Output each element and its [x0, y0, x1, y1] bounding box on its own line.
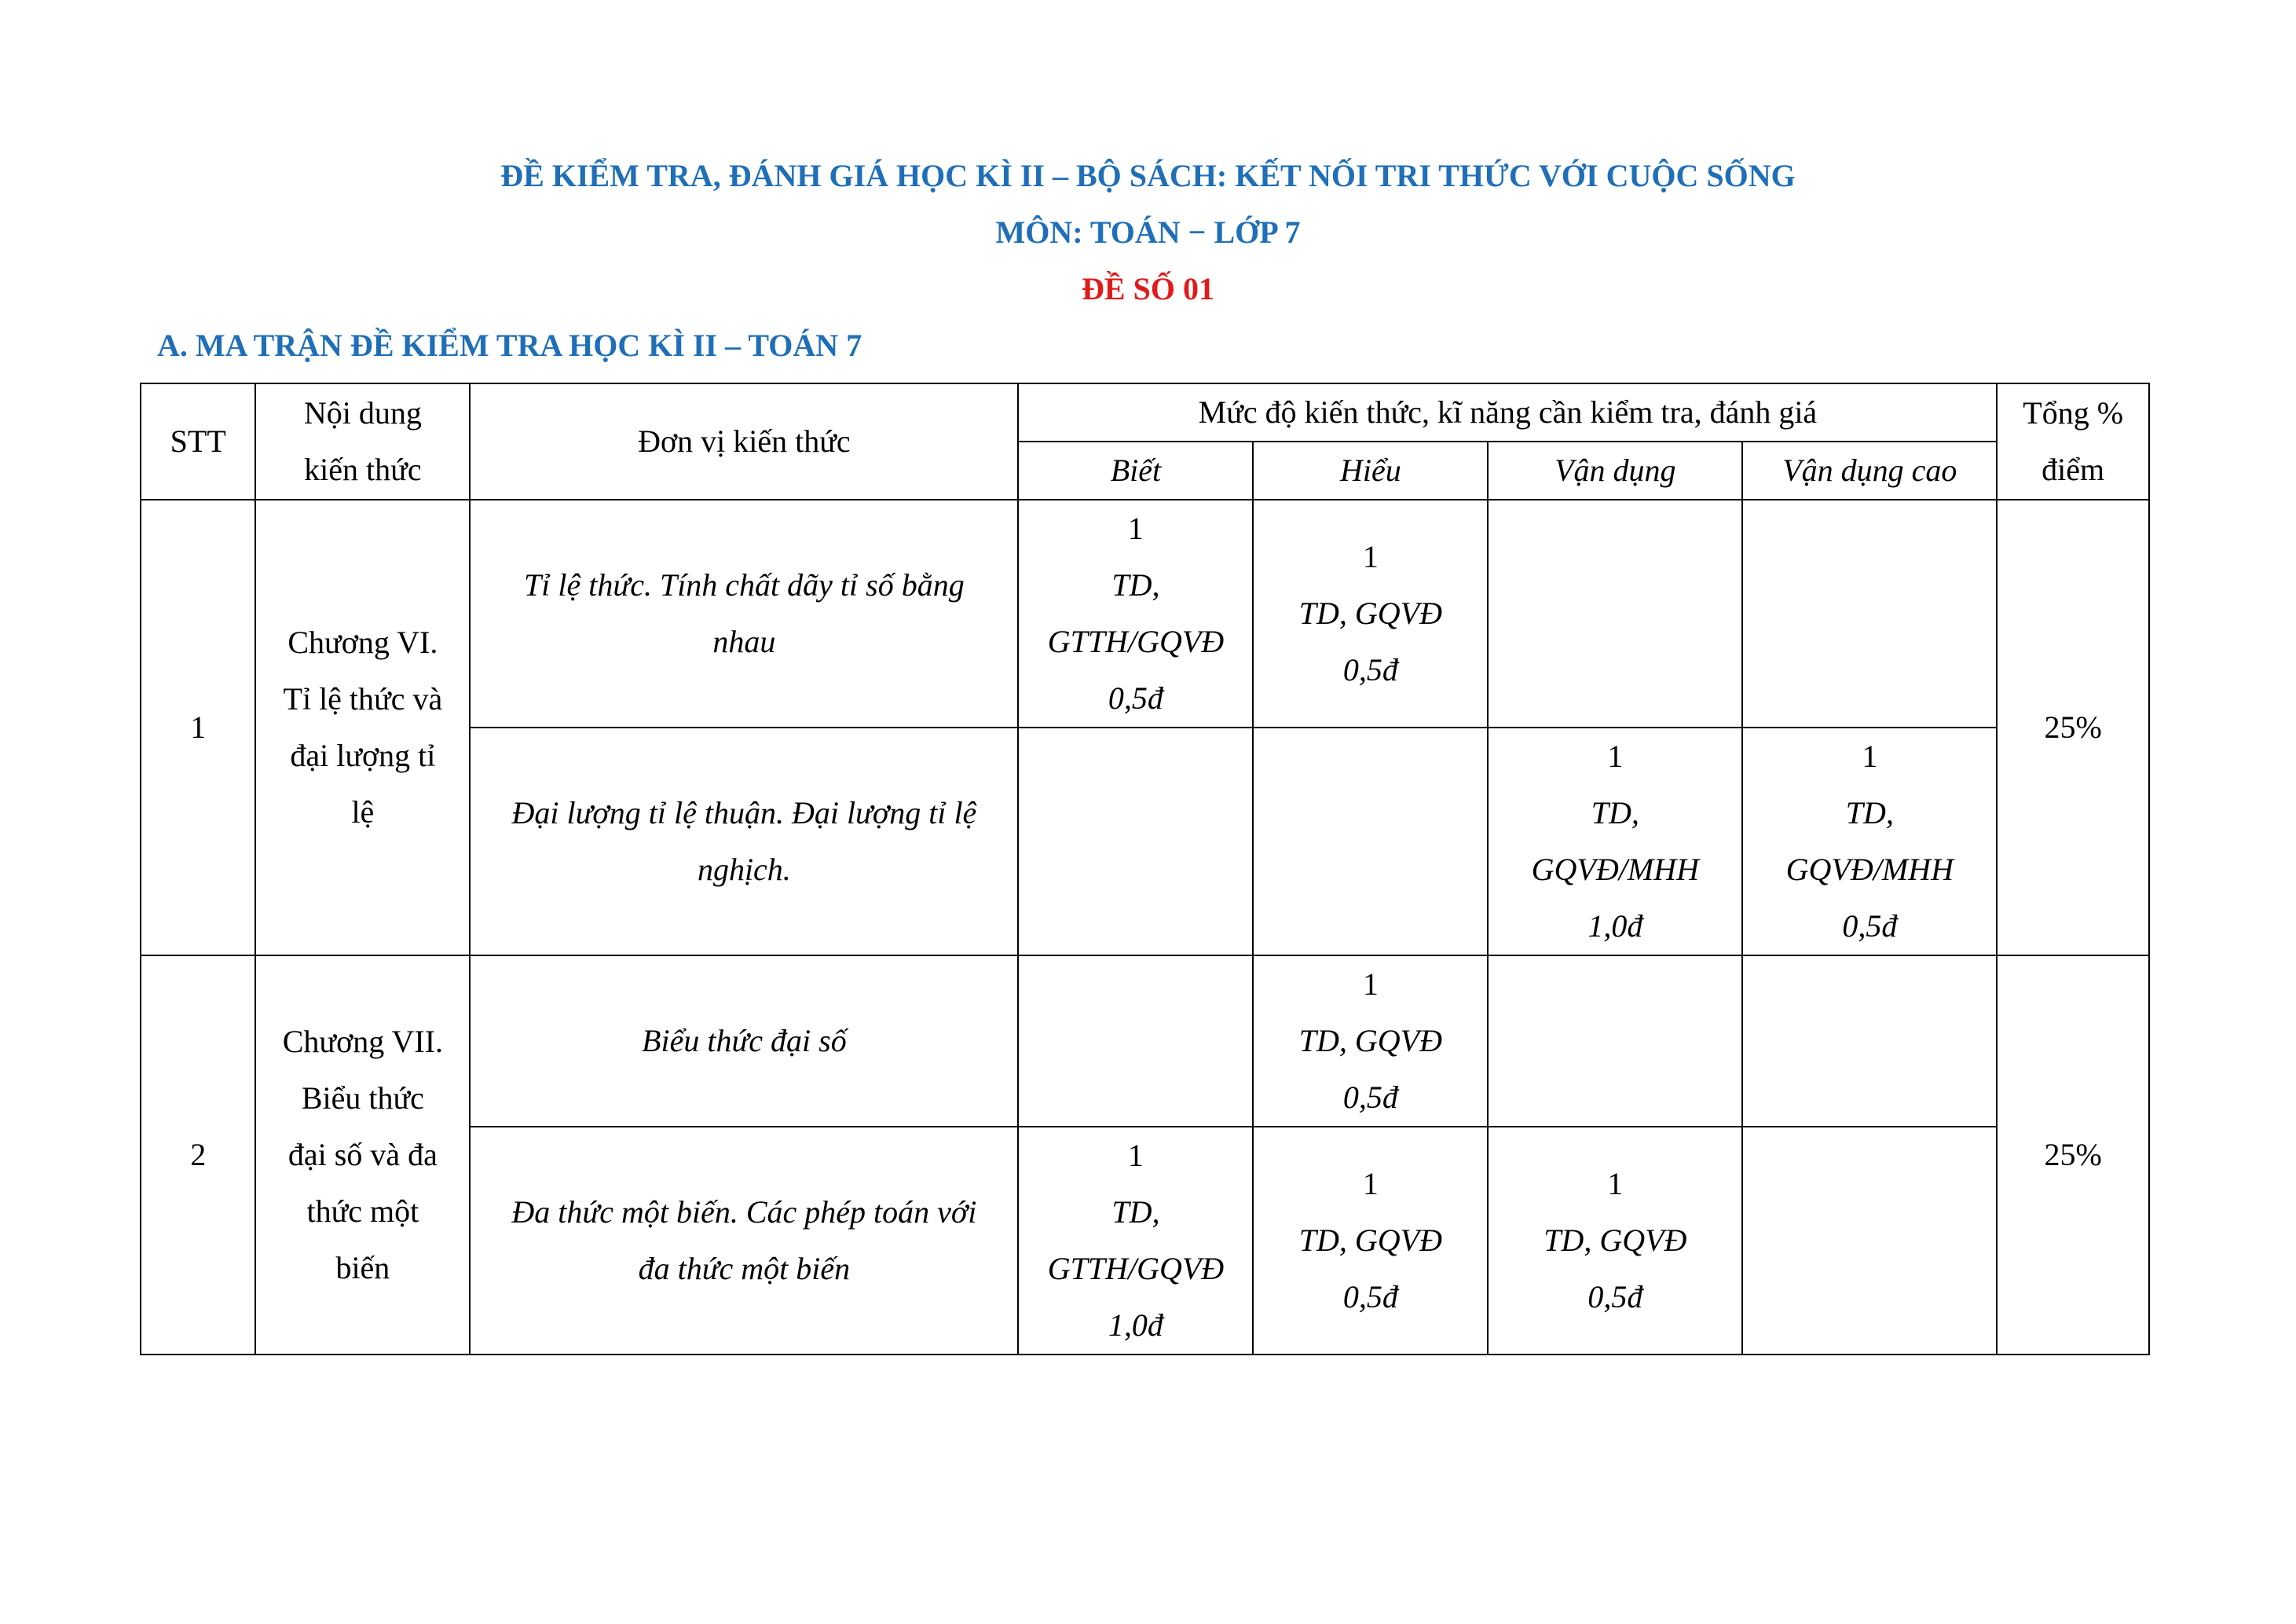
- chapter-cell: [255, 955, 470, 1355]
- level-cell: [1253, 955, 1488, 1127]
- chapter-name-line: Chương VI.: [287, 625, 438, 660]
- header-level-biet: Biết: [1018, 442, 1253, 500]
- subject-line: MÔN: TOÁN − LỚP 7: [995, 214, 1301, 250]
- header-level-van-dung: Vận dụng: [1488, 442, 1742, 500]
- level-cell-line: 1: [1127, 511, 1144, 546]
- level-cell: [1488, 1127, 1742, 1355]
- unit-name-line: nghịch.: [697, 852, 791, 887]
- level-cell: [1018, 728, 1253, 955]
- level-cell-line: TD, GQVĐ: [1298, 596, 1442, 631]
- header-total-line: Tổng %: [2023, 395, 2124, 431]
- chapter-name-line: Biểu thức: [301, 1080, 424, 1116]
- level-cell: [1742, 955, 1997, 1127]
- level-cell-line: GQVĐ/MHH: [1531, 852, 1699, 887]
- unit-cell: [470, 500, 1018, 728]
- unit-name-line: Tỉ lệ thức. Tính chất dãy tỉ số bằng: [524, 567, 965, 603]
- unit-name-line: Đa thức một biến. Các phép toán với: [511, 1194, 977, 1230]
- unit-cell: [470, 1127, 1018, 1355]
- header-level-van-dung-cao: Vận dụng cao: [1742, 442, 1997, 500]
- unit-name-line: nhau: [712, 624, 776, 659]
- header-total-line: điểm: [2041, 452, 2105, 487]
- chapter-name-line: lệ: [351, 794, 375, 830]
- unit-cell: [470, 955, 1018, 1127]
- level-cell: [1488, 955, 1742, 1127]
- stt-cell: 2: [141, 955, 255, 1355]
- level-cell-line: GTTH/GQVĐ: [1047, 624, 1225, 659]
- level-cell: [1018, 955, 1253, 1127]
- level-cell-line: 0,5đ: [1342, 652, 1398, 687]
- level-cell: [1253, 500, 1488, 728]
- header-content-line: Nội dung: [303, 395, 422, 431]
- unit-name-line: Biểu thức đại số: [642, 1023, 847, 1058]
- header-stt: STT: [141, 383, 255, 500]
- level-cell-line: 1,0đ: [1587, 908, 1643, 944]
- level-cell-line: 1: [1607, 1166, 1624, 1201]
- level-cell-line: 1: [1127, 1138, 1144, 1173]
- level-cell-line: TD, GQVĐ: [1298, 1023, 1442, 1058]
- level-cell-line: TD,: [1591, 795, 1639, 830]
- level-cell-line: TD,: [1845, 795, 1894, 830]
- document-title: ĐỀ KIỂM TRA, ĐÁNH GIÁ HỌC KÌ II – BỘ SÁCH: KẾT NỐI TRI THỨC VỚI CUỘC SỐNG: [500, 158, 1796, 193]
- chapter-cell: [255, 500, 470, 955]
- stt-cell: 1: [141, 500, 255, 955]
- unit-name-line: Đại lượng tỉ lệ thuận. Đại lượng tỉ lệ: [511, 795, 977, 830]
- chapter-name-line: đại lượng tỉ: [290, 738, 436, 773]
- level-cell: [1253, 1127, 1488, 1355]
- level-cell: [1742, 1127, 1997, 1355]
- matrix-body: [141, 500, 2149, 1355]
- level-cell: [1742, 500, 1997, 728]
- unit-name-line: đa thức một biến: [638, 1251, 851, 1286]
- header-level-group: Mức độ kiến thức, kĩ năng cần kiểm tra, đánh giá: [1018, 383, 1997, 442]
- table-row: [141, 955, 2149, 1127]
- level-cell-line: TD,: [1111, 567, 1160, 603]
- header-content: [255, 383, 470, 500]
- level-cell-line: 0,5đ: [1587, 1279, 1643, 1314]
- section-title: A. MA TRẬN ĐỀ KIỂM TRA HỌC KÌ II – TOÁN 7: [157, 328, 862, 363]
- chapter-name-line: thức một: [306, 1193, 419, 1229]
- level-cell-line: 1: [1362, 966, 1379, 1002]
- unit-cell: [470, 728, 1018, 955]
- level-cell-line: 0,5đ: [1842, 908, 1898, 944]
- level-cell: [1253, 728, 1488, 955]
- level-cell-line: 1: [1362, 1166, 1379, 1201]
- chapter-name-line: Tỉ lệ thức và: [283, 681, 443, 717]
- header-content-line: kiến thức: [304, 452, 422, 487]
- level-cell-line: GTTH/GQVĐ: [1047, 1251, 1225, 1286]
- level-cell: [1018, 500, 1253, 728]
- chapter-name-line: đại số và đa: [287, 1137, 438, 1172]
- total-cell: 25%: [1997, 955, 2149, 1355]
- level-cell-line: TD, GQVĐ: [1298, 1223, 1442, 1258]
- level-cell-line: 1: [1607, 739, 1624, 774]
- level-cell-line: 0,5đ: [1342, 1279, 1398, 1314]
- level-cell-line: 1,0đ: [1108, 1307, 1163, 1343]
- level-cell: [1488, 728, 1742, 955]
- level-cell-line: 1: [1862, 739, 1878, 774]
- level-cell: [1018, 1127, 1253, 1355]
- header-total: [1997, 383, 2149, 500]
- table-row: [141, 500, 2149, 728]
- header-level-hieu: Hiểu: [1253, 442, 1488, 500]
- level-cell-line: 0,5đ: [1342, 1080, 1398, 1115]
- level-cell-line: TD,: [1111, 1194, 1160, 1230]
- exam-matrix-table: [140, 383, 2150, 1355]
- level-cell: [1488, 500, 1742, 728]
- chapter-name-line: Chương VII.: [282, 1024, 444, 1059]
- level-cell: [1742, 728, 1997, 955]
- total-cell: 25%: [1997, 500, 2149, 955]
- chapter-name-line: biến: [335, 1250, 390, 1285]
- level-cell-line: GQVĐ/MHH: [1785, 852, 1954, 887]
- level-cell-line: 1: [1362, 539, 1379, 574]
- header-unit: Đơn vị kiến thức: [470, 383, 1018, 500]
- exam-number: ĐỀ SỐ 01: [1082, 271, 1214, 306]
- level-cell-line: 0,5đ: [1108, 680, 1163, 716]
- level-cell-line: TD, GQVĐ: [1543, 1223, 1687, 1258]
